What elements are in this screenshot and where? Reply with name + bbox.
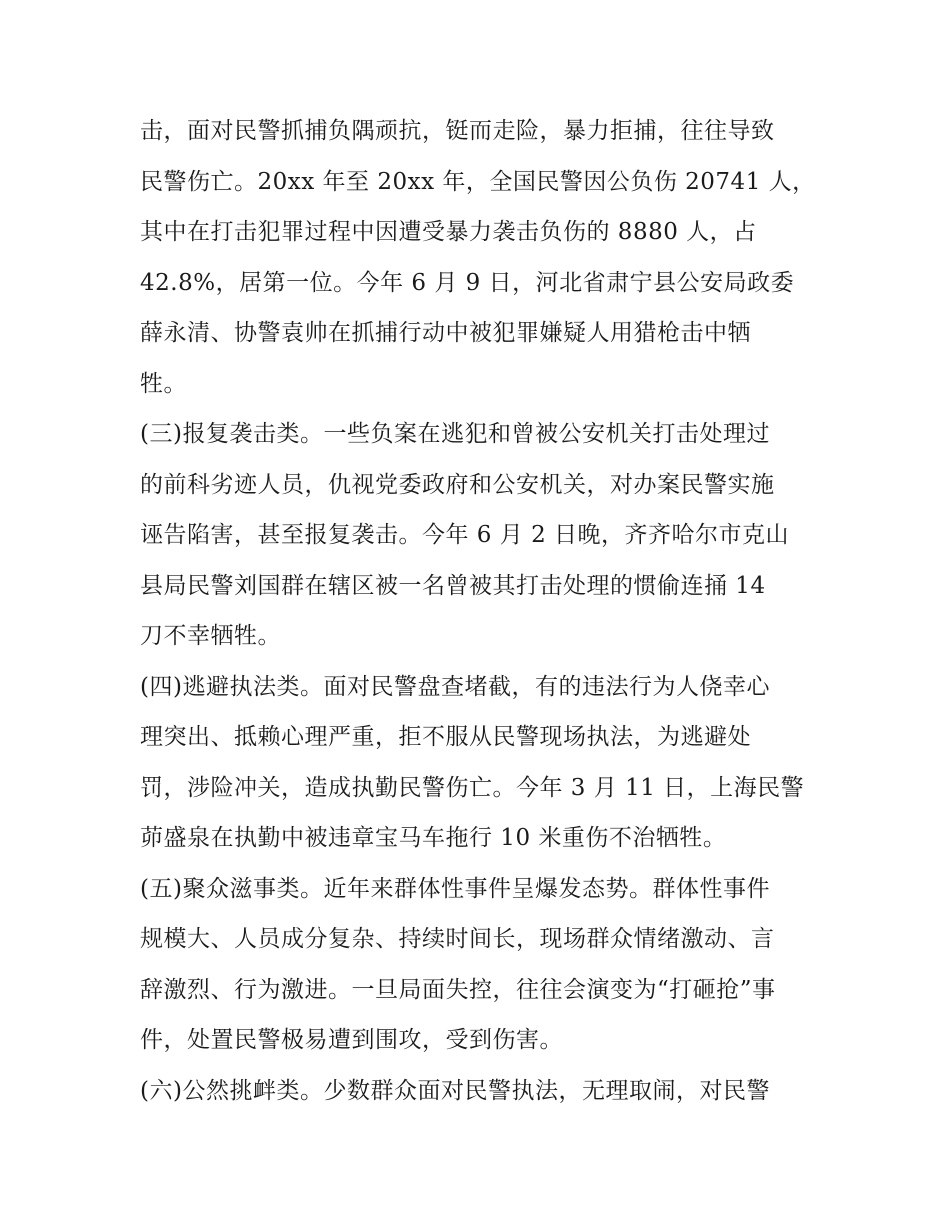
text-line: 件，处置民警极易遭到围攻，受到伤害。	[140, 1027, 563, 1053]
text-line: 诬告陷害，甚至报复袭击。今年 6 月 2 日晚，齐齐哈尔市克山	[140, 522, 790, 548]
text-line: 击，面对民警抓捕负隅顽抗，铤而走险，暴力拒捕，往往导致	[140, 118, 775, 144]
section-5-heading-line: (五)聚众滋事类。近年来群体性事件呈爆发态势。群体性事件	[140, 875, 770, 902]
text-line: 规模大、人员成分复杂、持续时间长，现场群众情绪激动、言	[140, 926, 775, 952]
text-line: 刀不幸牺牲。	[140, 623, 281, 649]
document-body	[140, 106, 820, 1116]
text-line: 民警伤亡。20xx 年至 20xx 年，全国民警因公负伤 20741 人，	[140, 168, 816, 195]
text-line: 牲。	[140, 370, 187, 397]
section-3-heading-line: (三)报复袭击类。一些负案在逃犯和曾被公安机关打击处理过	[140, 421, 770, 447]
text-line: 理突出、抵赖心理严重，拒不服从民警现场执法，为逃避处	[140, 724, 751, 750]
text-line: 茆盛泉在执勤中被违章宝马车拖行 10 米重伤不治牺牲。	[140, 825, 727, 851]
text-line: 薛永清、协警袁帅在抓捕行动中被犯罪嫌疑人用猎枪击中牺	[140, 320, 751, 346]
section-6-heading-line: (六)公然挑衅类。少数群众面对民警执法，无理取闹，对民警	[140, 1077, 770, 1104]
text-line: 的前科劣迹人员，仇视党委政府和公安机关，对办案民警实施	[140, 471, 775, 498]
text-line: 其中在打击犯罪过程中因遭受暴力袭击负伤的 8880 人，占	[140, 219, 757, 245]
text-line: 县局民警刘国群在辖区被一名曾被其打击处理的惯偷连捅 14	[140, 572, 766, 599]
section-4-heading-line: (四)逃避执法类。面对民警盘查堵截，有的违法行为人侥幸心	[140, 673, 770, 700]
text-line: 罚，涉险冲关，造成执勤民警伤亡。今年 3 月 11 日，上海民警	[140, 774, 805, 801]
text-line: 辞激烈、行为激进。一旦局面失控，往往会演变为“打砸抢”事	[140, 976, 776, 1003]
text-line: 42.8%，居第一位。今年 6 月 9 日，河北省肃宁县公安局政委	[140, 269, 795, 296]
